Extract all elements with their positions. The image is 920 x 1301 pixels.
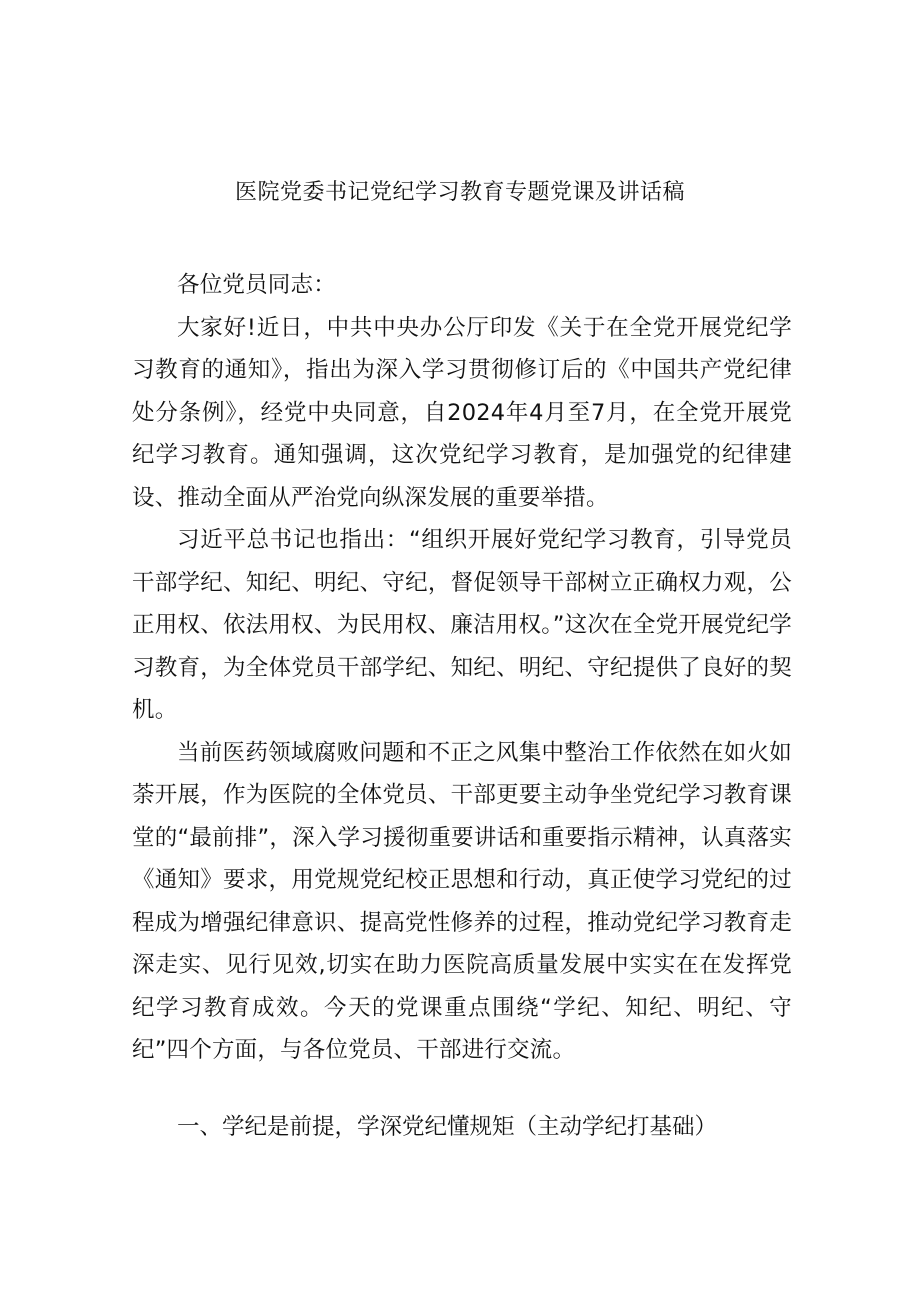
- paragraph-1: 大家好!近日，中共中央办公厅印发《关于在全党开展党纪学习教育的通知》，指出为深入学习贯彻修订后的《中国共产党纪律处分条例》，经党中央同意，自2024年4月至7月，在全党开展党纪学习教育。通知强调，这次党纪学习教育，是加强党的纪律建设、推动全面从严治党向纵深发展的重要举措。: [132, 314, 792, 511]
- paragraph-2: 习近平总书记也指出：“组织开展好党纪学习教育，引导党员干部学纪、知纪、明纪、守纪，督促领导干部树立正确权力观，公正用权、依法用权、为民用权、廉洁用权。”这次在全党开展党纪学习教育，为全体党员干部学纪、知纪、明纪、守纪提供了良好的契机。: [132, 527, 792, 723]
- section-heading: 一、学纪是前提，学深党纪懂规矩（主动学纪打基础）: [177, 1114, 718, 1140]
- paragraph-3: 当前医药领域腐败问题和不正之风集中整治工作依然在如火如荼开展，作为医院的全体党员、干部更要主动争坐党纪学习教育课堂的“最前排”，深入学习援彻重要讲话和重要指示精神，认真落实《通知》要求，用党规党纪校正思想和行动，真正使学习党纪的过程成为增强纪律意识、提高党性修养的过程，推动党纪学习教育走深走实、见行见效,切实在助力医院高质量发展中实实在在发挥党纪学习教育成效。今天的党课重点围绕“学纪、知纪、明纪、守纪”四个方面，与各位党员、干部进行交流。: [132, 739, 792, 1063]
- document-title: 医院党委书记党纪学习教育专题党课及讲话稿: [234, 180, 685, 205]
- document-body: [132, 264, 792, 1072]
- salutation: 各位党员同志：: [177, 272, 336, 298]
